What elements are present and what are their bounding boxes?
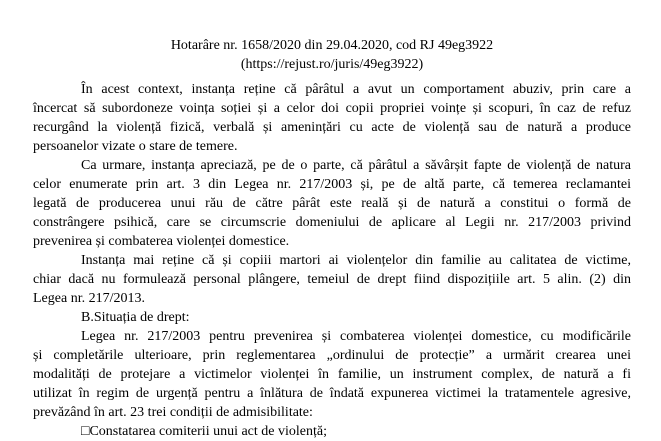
paragraph <box>33 422 631 441</box>
document-title: Hotarâre nr. 1658/2020 din 29.04.2020, cod RJ 49eg3922 <box>170 38 494 53</box>
text-line: recurgând la violență fizică, verbală și amenințări cu acte de violență sau de natură a produce <box>33 120 631 135</box>
text-line: și completările ulterioare, prin reglementarea „ordinului de protecție” a urmărit crearea unei <box>33 348 631 363</box>
text-line: Ca urmare, instanța apreciază, pe de o parte, că pârâtul a săvârșit fapte de violență de natura <box>81 158 631 173</box>
text-line: modalități de protejare a victimelor violenței în familie, un instrument complex, de natură a fi <box>33 367 631 382</box>
text-line: În acest context, instanța reține că pârâtul a avut un comportament abuziv, prin care a <box>81 82 631 97</box>
paragraph <box>33 251 631 308</box>
text-line: chiar dacă nu formulează personal plângere, temeiul de drept fiind dispozițiile art. 5 alin. (2) din <box>33 272 631 287</box>
text-line: Legea nr. 217/2003 pentru prevenirea și combaterea violenței domestice, cu modificările <box>81 329 631 344</box>
text-line: prevenirea și combaterea violenței domestice. <box>33 234 290 249</box>
text-line: legată de producerea unui rău de către pârât este reală și de natură a constitui o formă de <box>33 196 631 211</box>
text-line: constrângere psihică, care se circumscrie domeniului de aplicare al Legii nr. 217/2003 privind <box>33 215 631 230</box>
text-line: Legea nr. 217/2013. <box>33 291 145 306</box>
document-body <box>33 80 631 441</box>
document-header <box>33 36 631 74</box>
paragraph <box>33 327 631 422</box>
paragraph <box>33 156 631 251</box>
text-line: Instanța mai reține că și copiii martori ai violențelor din familie au calitatea de victime, <box>81 253 631 268</box>
text-line: persoanelor vizate o stare de temere. <box>33 139 238 154</box>
paragraph <box>33 80 631 156</box>
text-line: B.Situația de drept: <box>81 310 190 325</box>
paragraph <box>33 308 631 327</box>
document-source-link: (https://rejust.ro/juris/49eg3922) <box>240 57 424 72</box>
text-line: □Constatarea comiterii unui act de violență; <box>81 424 327 439</box>
text-line: celor enumerate prin art. 3 din Legea nr. 217/2003 și, pe de altă parte, că temerea reclamantei <box>33 177 631 192</box>
text-line: încercat să subordoneze voința soției și a celor doi copii propriei voințe și scopuri, în caz de refuz <box>33 101 631 116</box>
text-line: prevăzând în art. 23 trei condiții de admisibilitate: <box>33 405 313 420</box>
text-line: utilizat în regim de urgență pentru a înlătura de îndată expunerea victimei la tratamentele agresive, <box>33 386 631 401</box>
